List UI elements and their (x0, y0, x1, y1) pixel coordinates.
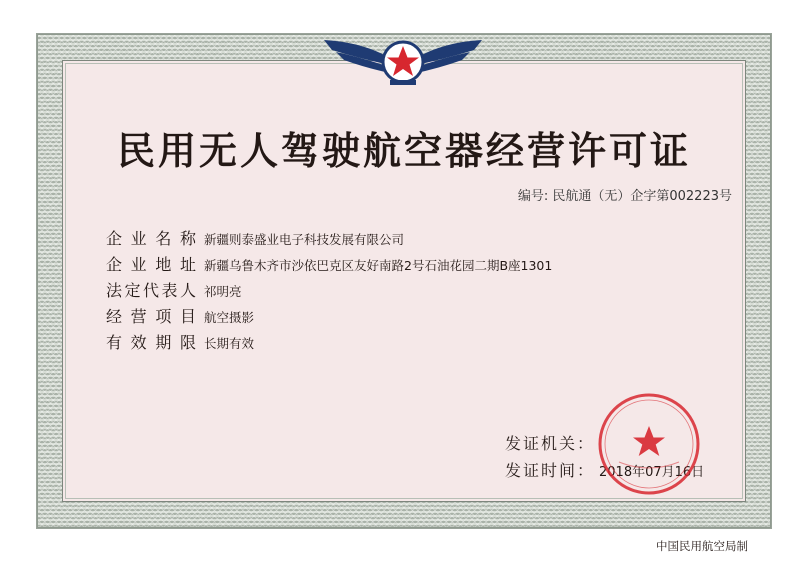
issuing-authority-label: 发证机关： (505, 434, 596, 453)
field-label: 企业地址 (106, 255, 196, 274)
field-value: 祁明亮 (204, 284, 242, 299)
field-value: 航空摄影 (204, 310, 255, 325)
field-row-company-address (106, 252, 552, 275)
issuer-footer: 中国民用航空局制 (656, 539, 748, 553)
issue-date-label: 发证时间： (505, 461, 596, 480)
issue-date-value: 2018年07月16日 (599, 465, 705, 480)
field-row-validity-period (106, 330, 254, 353)
field-label: 有效期限 (106, 333, 196, 352)
caac-emblem-icon (322, 36, 484, 88)
field-row-company-name (106, 226, 404, 249)
certificate-title: 民用无人驾驶航空器经营许可证 (116, 128, 691, 173)
field-value: 长期有效 (204, 336, 255, 351)
field-label: 企业名称 (106, 229, 196, 248)
issuing-authority-row (505, 431, 595, 454)
field-label: 经营项目 (106, 307, 196, 326)
field-value: 新疆则泰盛业电子科技发展有限公司 (204, 232, 405, 247)
field-row-legal-representative (106, 278, 242, 301)
field-row-business-scope (106, 304, 254, 327)
field-label: 法定代表人 (106, 281, 196, 300)
official-seal-icon (597, 392, 701, 496)
serial-number: 编号: 民航通（无）企字第002223号 (517, 189, 732, 204)
field-value: 新疆乌鲁木齐市沙依巴克区友好南路2号石油花园二期B座1301 (204, 258, 553, 273)
